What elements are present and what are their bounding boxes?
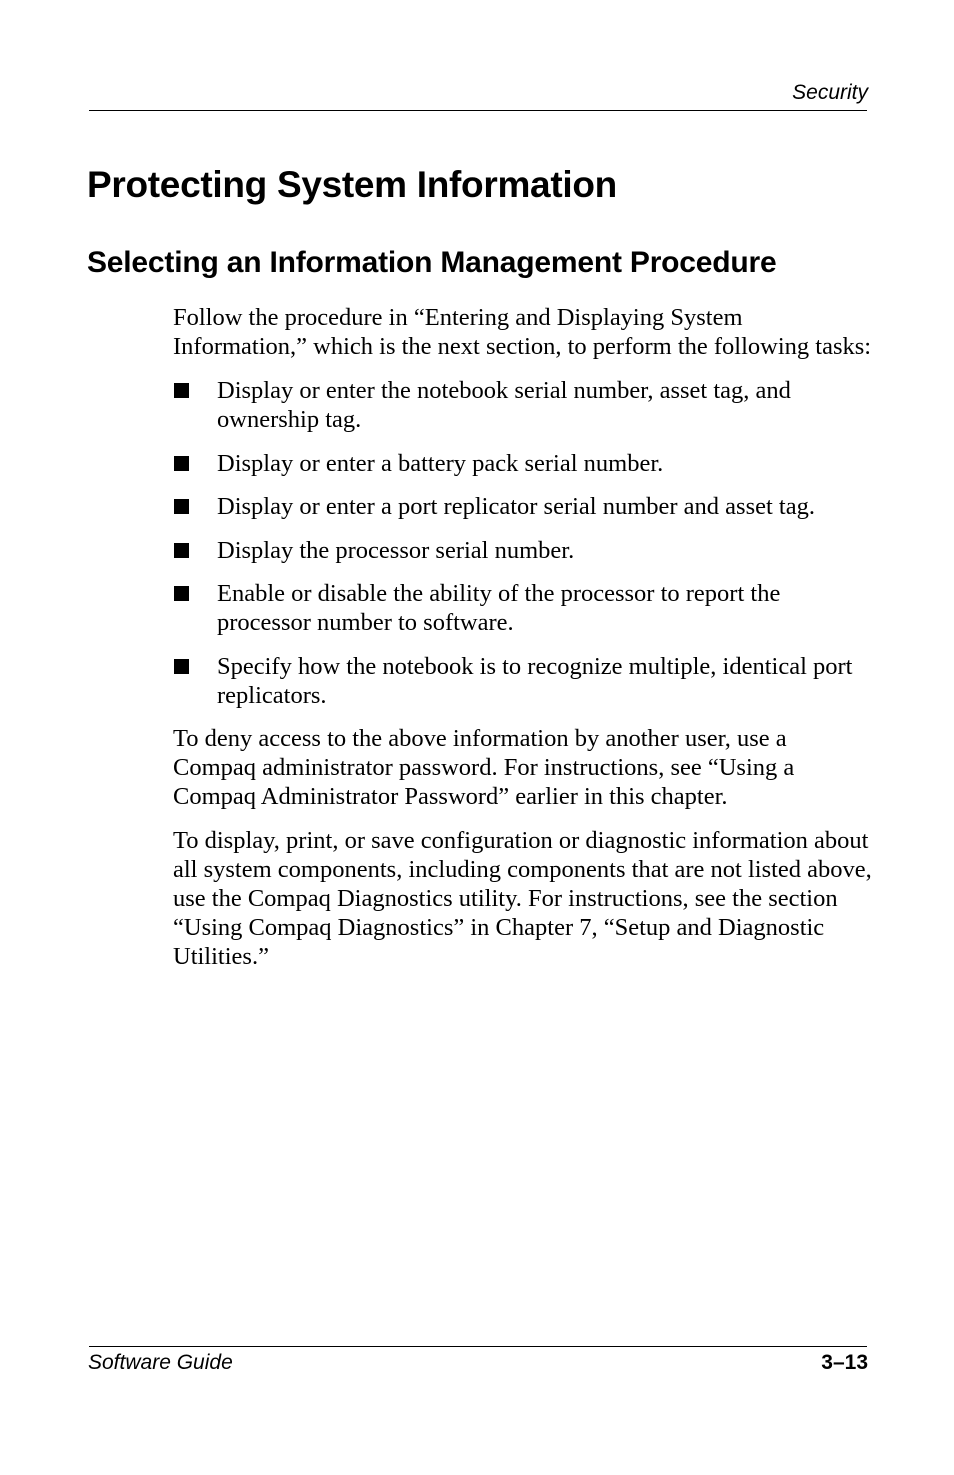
list-item	[173, 652, 873, 710]
square-bullet-icon	[174, 499, 189, 514]
intro-paragraph: Follow the procedure in “Entering and Displaying System Information,” which is the next section, to perform the following tasks:	[173, 304, 872, 360]
square-bullet-icon	[174, 543, 189, 558]
footer-rule	[89, 1346, 867, 1347]
list-item	[173, 536, 873, 565]
list-item-text: Display or enter the notebook serial number, asset tag, and ownership tag.	[217, 377, 791, 433]
access-paragraph: To deny access to the above information by another user, use a Compaq administrator password. For instructions, see “Using a Compaq Administrator Password” earlier in this chapter.	[173, 725, 795, 810]
square-bullet-icon	[174, 383, 189, 398]
list-item-text: Display the processor serial number.	[217, 536, 575, 564]
square-bullet-icon	[174, 456, 189, 471]
list-item	[173, 492, 873, 521]
header-rule	[89, 110, 867, 111]
section-heading: Selecting an Information Management Procedure	[87, 246, 777, 279]
square-bullet-icon	[174, 586, 189, 601]
list-item	[173, 376, 873, 434]
footer-guide-title: Software Guide	[88, 1351, 233, 1374]
list-item	[173, 449, 873, 478]
square-bullet-icon	[174, 659, 189, 674]
list-item-text: Display or enter a port replicator serial number and asset tag.	[217, 493, 815, 520]
body-content	[173, 303, 873, 986]
task-list	[173, 376, 873, 710]
list-item	[173, 579, 873, 637]
list-item-text: Enable or disable the ability of the processor to report the processor number to software.	[217, 580, 781, 636]
page-title: Protecting System Information	[87, 164, 617, 205]
running-header: Security	[792, 81, 868, 104]
list-item-text: Display or enter a battery pack serial number.	[217, 449, 664, 477]
list-item-text: Specify how the notebook is to recognize multiple, identical port replicators.	[217, 652, 853, 709]
diagnostics-paragraph: To display, print, or save configuration or diagnostic information about all system components, including components that are not listed above, use the Compaq Diagnostics utility. For instructions, see the section “Using Compaq Diagnostics” in Chapter 7, “Setup and Diagnostic Utilities.”	[173, 827, 872, 970]
footer-page-number: 3–13	[821, 1351, 868, 1374]
